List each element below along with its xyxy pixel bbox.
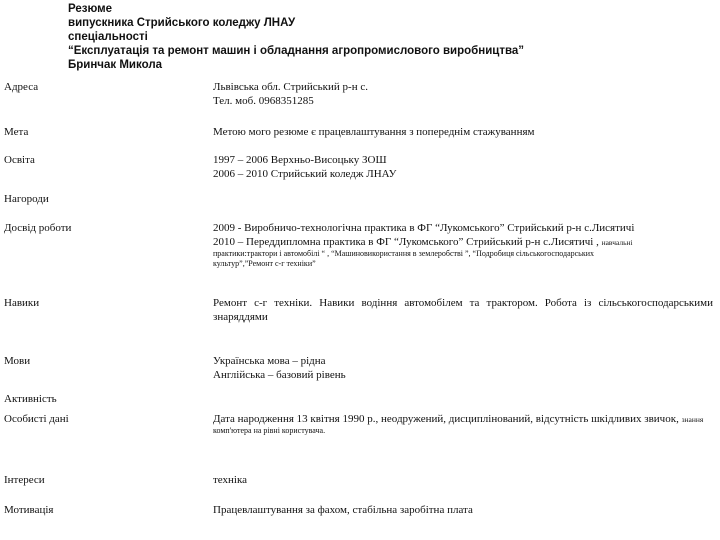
- value-address: [213, 80, 713, 108]
- label-personal: Особисті дані: [4, 413, 69, 425]
- personal-line: комп'ютера на рівні користувача.: [213, 426, 326, 435]
- phone-line: Тел. моб. 0968351285: [213, 95, 314, 107]
- value-interests: [213, 473, 713, 487]
- personal-text: Дата народження 13 квітня 1990 р., неодружений, дисциплінований, відсутність шкідливих звичок,: [213, 413, 679, 425]
- personal-line: [213, 412, 713, 426]
- specialty-name: “Експлуатація та ремонт машин і обладнання агропромислового виробництва”: [68, 45, 525, 57]
- experience-text: 2010 – Переддипломна практика в ФГ “Лукомського” Стрийський р-н с.Лисятичі ,: [213, 236, 599, 248]
- experience-line: практики:трактори і автомобілі “ , “Машиновикористання в землеробстві ”, “Подробиця сільськогосподарських: [213, 249, 594, 258]
- value-experience: [213, 221, 713, 269]
- resume-subtitle: випускника Стрийського коледжу ЛНАУ: [68, 17, 296, 29]
- experience-text-small: навчальні: [601, 238, 633, 247]
- language-line: Англійська – базовий рівень: [213, 369, 346, 381]
- label-activity: Активність: [4, 393, 57, 405]
- label-awards: Нагороди: [4, 193, 49, 205]
- skills-text: Ремонт с-г техніки. Навики водіння автомобілем та трактором. Робота із сільськогосподарськими знаряддями: [213, 297, 713, 323]
- experience-line: 2009 - Виробничо-технологічна практика в ФГ “Лукомського” Стрийський р-н с.Лисятичі: [213, 222, 635, 234]
- education-line: 2006 – 2010 Стрийський коледж ЛНАУ: [213, 168, 397, 180]
- motivation-line: Працевлаштування за фахом, стабільна заробітна плата: [213, 504, 473, 516]
- address-line: Львівська обл. Стрийський р-н с.: [213, 81, 368, 93]
- value-goal: [213, 125, 713, 139]
- experience-line: культур”,”Ремонт с-г техніки”: [213, 259, 316, 268]
- specialty-label: спеціальності: [68, 31, 148, 43]
- value-education: [213, 153, 713, 181]
- value-personal: [213, 412, 713, 436]
- value-languages: [213, 354, 713, 382]
- label-motivation: Мотивація: [4, 504, 54, 516]
- label-goal: Мета: [4, 126, 29, 138]
- personal-text-small: знання: [681, 415, 704, 424]
- resume-header: [68, 2, 688, 72]
- label-education: Освіта: [4, 154, 35, 166]
- label-skills: Навики: [4, 297, 40, 309]
- interests-line: техніка: [213, 474, 248, 486]
- label-address: Адреса: [4, 81, 39, 93]
- label-languages: Мови: [4, 355, 31, 367]
- resume-title: Резюме: [68, 3, 113, 15]
- person-name: Бринчак Микола: [68, 59, 163, 71]
- language-line: Українська мова – рідна: [213, 355, 326, 367]
- label-interests: Інтереси: [4, 474, 45, 486]
- value-skills: [213, 296, 713, 324]
- experience-line: [213, 235, 713, 249]
- value-motivation: [213, 503, 713, 517]
- label-experience: Досвід роботи: [4, 222, 72, 234]
- education-line: 1997 – 2006 Верхньо-Висоцьку ЗОШ: [213, 154, 387, 166]
- goal-line: Метою мого резюме є працевлаштування з попереднім стажуванням: [213, 126, 535, 138]
